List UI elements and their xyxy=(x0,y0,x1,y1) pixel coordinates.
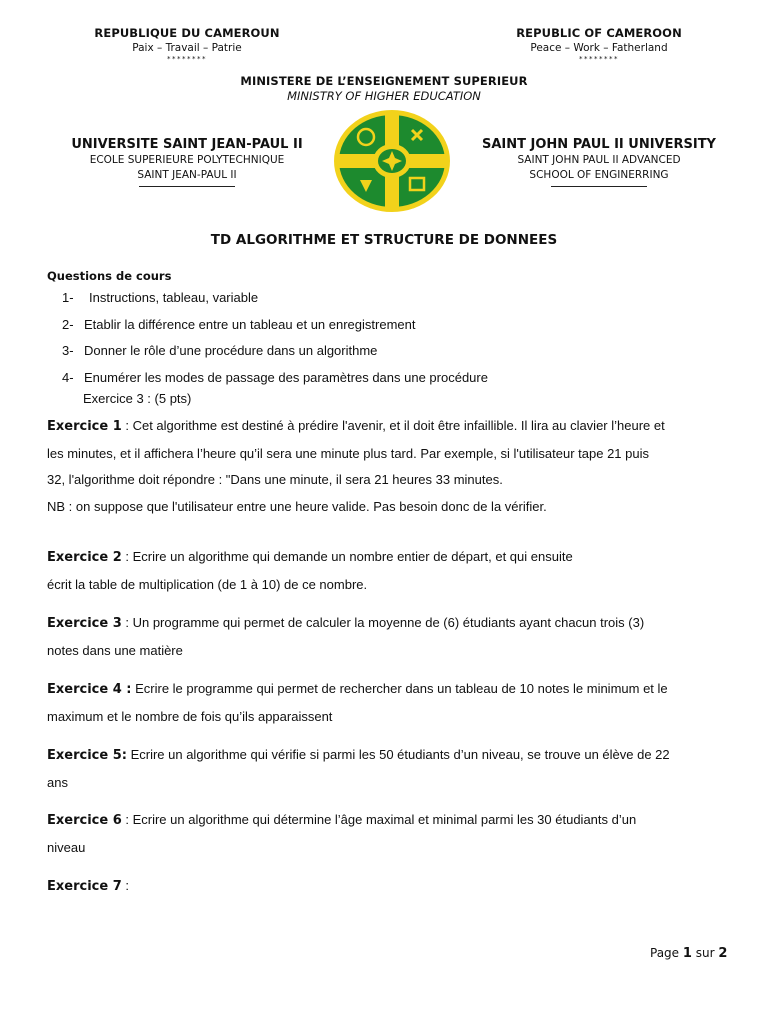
exercise-text: maximum et le nombre de fois qu’ils apparaissent xyxy=(47,708,333,724)
list-item xyxy=(62,284,722,311)
header-left xyxy=(62,26,312,63)
question-number: 3- xyxy=(62,343,74,359)
exercise-3-points-note: Exercice 3 : (5 pts) xyxy=(83,391,192,406)
divider-right xyxy=(551,186,647,187)
stars-left: ******** xyxy=(167,55,207,63)
page-word: Page xyxy=(650,946,680,960)
exercise-2 xyxy=(47,544,727,598)
school-line1-en: SAINT JOHN PAUL II ADVANCED xyxy=(517,154,681,166)
exercise-text: : xyxy=(121,878,129,893)
exercise-text: : Ecrire un algorithme qui détermine l’âge maximal et minimal parmi les 30 étudiants d’un xyxy=(121,812,637,827)
exercise-note: NB : on suppose que l'utilisateur entre une heure valide. Pas besoin donc de la vérifier. xyxy=(47,498,547,514)
exercise-text: 32, l'algorithme doit répondre : "Dans une minute, il sera 21 heures 33 minutes. xyxy=(47,472,503,487)
question-number: 2- xyxy=(62,316,74,332)
exercise-5 xyxy=(47,742,727,796)
exercise-7 xyxy=(47,873,727,901)
university-logo xyxy=(332,108,452,214)
ministry-block xyxy=(184,74,584,104)
university-name-fr: UNIVERSITE SAINT JEAN-PAUL II xyxy=(71,137,303,152)
exercise-text: : Ecrire un algorithme qui demande un nombre entier de départ, et qui ensuite xyxy=(121,549,573,564)
motto-fr: Paix – Travail – Patrie xyxy=(132,42,242,54)
stars-right: ******** xyxy=(579,55,619,63)
page-total: 2 xyxy=(718,946,728,961)
exercise-text: écrit la table de multiplication (de 1 à 10) de ce nombre. xyxy=(47,576,368,592)
page-sur: sur xyxy=(695,946,715,960)
university-left xyxy=(62,137,312,187)
exercise-text: : Un programme qui permet de calculer la moyenne de (6) étudiants ayant chacun trois (3) xyxy=(121,615,645,630)
divider-left xyxy=(139,186,235,187)
exercise-label: Exercice 7 xyxy=(47,879,122,894)
school-line2-en: SCHOOL OF ENGINERRING xyxy=(529,168,669,181)
university-name-en: SAINT JOHN PAUL II UNIVERSITY xyxy=(482,137,716,152)
exercise-text: les minutes, et il affichera l’heure qu’il sera une minute plus tard. Par exemple, si l'utilisateur tape 21 puis xyxy=(47,445,649,461)
exercise-4 xyxy=(47,676,727,730)
question-text: Instructions, tableau, variable xyxy=(89,289,259,305)
section-label-questions: Questions de cours xyxy=(47,269,172,283)
exercise-text: ans xyxy=(47,774,68,790)
question-text: Donner le rôle d’une procédure dans un algorithme xyxy=(84,343,378,359)
exercise-6 xyxy=(47,807,727,861)
questions-list xyxy=(62,284,722,391)
exercise-label: Exercice 4 : xyxy=(47,682,132,697)
exercise-label: Exercice 1 xyxy=(47,419,122,434)
exercise-text: Ecrire le programme qui permet de rechercher dans un tableau de 10 notes le minimum et le xyxy=(131,681,668,696)
page-footer xyxy=(650,946,727,961)
document-title: TD ALGORITHME ET STRUCTURE DE DONNEES xyxy=(210,232,558,248)
ministry-fr: MINISTERE DE L’ENSEIGNEMENT SUPERIEUR xyxy=(240,74,528,88)
exercise-1 xyxy=(47,413,727,520)
exercise-text: niveau xyxy=(47,839,86,855)
exercise-text: Ecrire un algorithme qui vérifie si parmi les 50 étudiants d’un niveau, se trouve un élève de 22 xyxy=(126,747,670,762)
exercise-label: Exercice 6 xyxy=(47,813,122,828)
country-en: REPUBLIC OF CAMEROON xyxy=(516,26,682,40)
question-number: 4- xyxy=(62,370,74,386)
list-item xyxy=(62,364,722,391)
university-right xyxy=(474,137,724,187)
exercise-label: Exercice 3 xyxy=(47,616,122,631)
exercise-label: Exercice 5: xyxy=(47,748,127,763)
school-line2-fr: SAINT JEAN-PAUL II xyxy=(137,168,237,181)
question-text: Etablir la différence entre un tableau et un enregistrement xyxy=(84,316,416,332)
exercise-text: notes dans une matière xyxy=(47,642,183,658)
exercise-text: : Cet algorithme est destiné à prédire l'avenir, et il doit être infaillible. Il lira au clavier l’heure et xyxy=(121,418,665,433)
list-item xyxy=(62,311,722,338)
ministry-en: MINISTRY OF HIGHER EDUCATION xyxy=(287,89,481,103)
exercise-3 xyxy=(47,610,727,664)
exercise-label: Exercice 2 xyxy=(47,550,122,565)
header-right xyxy=(474,26,724,63)
school-line1-fr: ECOLE SUPERIEURE POLYTECHNIQUE xyxy=(89,154,285,166)
page-current: 1 xyxy=(682,946,692,961)
country-fr: REPUBLIQUE DU CAMEROUN xyxy=(94,26,280,40)
motto-en: Peace – Work – Fatherland xyxy=(530,42,668,54)
question-text: Enumérer les modes de passage des paramètres dans une procédure xyxy=(84,370,488,386)
list-item xyxy=(62,338,722,365)
question-number: 1- xyxy=(62,289,74,305)
